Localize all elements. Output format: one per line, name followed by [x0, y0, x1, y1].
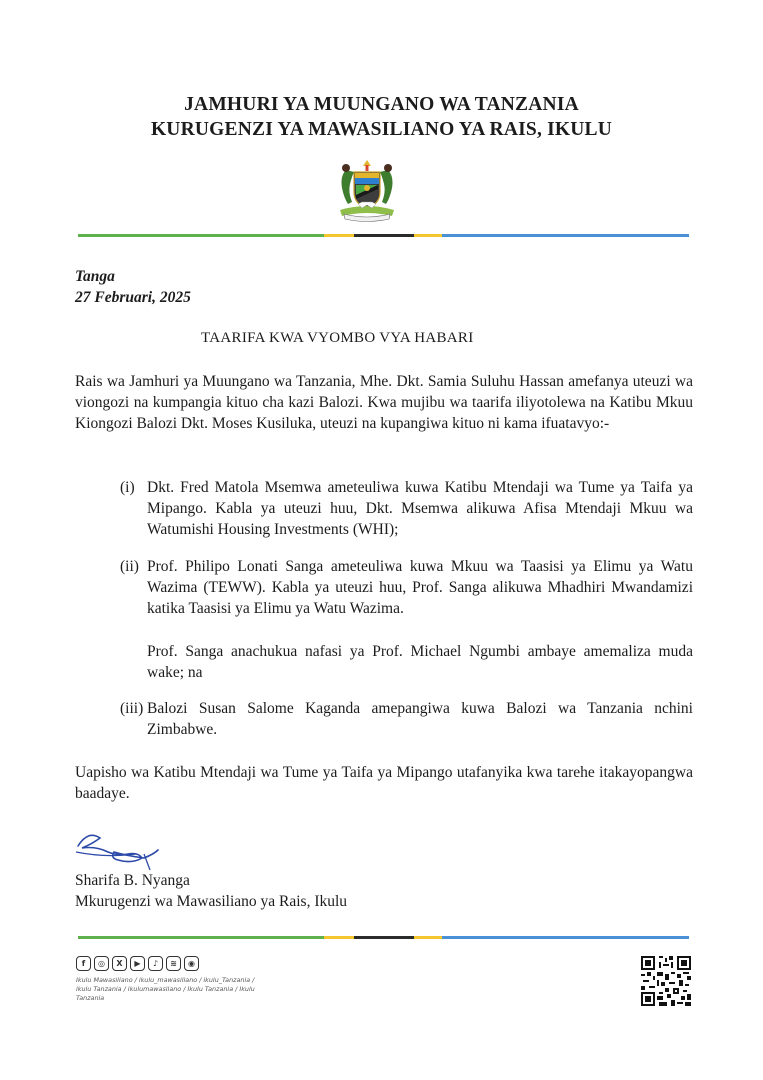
list-item-note: Prof. Sanga anachukua nafasi ya Prof. Michael Ngumbi ambaye amemaliza muda wake; na [147, 643, 693, 681]
social-media-icons [76, 956, 199, 971]
list-item-number: (iii) [120, 700, 144, 717]
place: Tanga [75, 268, 115, 285]
intro-paragraph: Rais wa Jamhuri ya Muungano wa Tanzania, Mhe. Dkt. Samia Suluhu Hassan amefanya uteuzi wa viongozi na kumpangia kituo cha kazi Balozi. Kwa mujibu wa taarifa iliyotolewa na Katibu Mkuu Kiongozi Balozi Dkt. Moses Kusiluka, uteuzi na kupangiwa kituo ni kama ifuatavyo:- [75, 373, 693, 432]
instagram-icon[interactable]: ◎ [94, 956, 109, 971]
document-title: TAARIFA KWA VYOMBO VYA HABARI [201, 330, 474, 346]
letterhead-line-1: JAMHURI YA MUUNGANO WA TANZANIA [184, 94, 579, 115]
date: 27 Februari, 2025 [75, 289, 191, 306]
tiktok-icon[interactable]: ♪ [148, 956, 163, 971]
signer-name: Sharifa B. Nyanga [75, 872, 190, 889]
list-item-text: Dkt. Fred Matola Msemwa ameteuliwa kuwa Katibu Mtendaji wa Tume ya Taifa ya Mipango. Kabla ya uteuzi huu, Dkt. Msemwa alikuwa Afisa Mtendaji Mkuu wa Watumishi Housing Investments (WHI); [147, 479, 693, 538]
signer-block [75, 870, 347, 912]
qr-code [641, 956, 691, 1006]
place-and-date [75, 266, 191, 308]
social-handles: Ikulu Mawasiliano / ikulu_mawasiliano / ikulu_Tanzania / ikulu Tanzania / ikulumawasilano / Ikulu Tanzania / Ikulu Tanzania [76, 976, 255, 1002]
handwritten-signature [72, 824, 164, 872]
list-item-number: (ii) [120, 558, 139, 575]
footer-color-rule [78, 936, 689, 939]
spotify-icon[interactable]: ≋ [166, 956, 181, 971]
list-item-text: Balozi Susan Salome Kaganda amepangiwa kuwa Balozi wa Tanzania nchini Zimbabwe. [147, 700, 693, 738]
x-icon[interactable]: X [112, 956, 127, 971]
list-item-number: (i) [120, 479, 135, 496]
coat-of-arms-icon [332, 152, 402, 224]
header-color-rule [78, 234, 689, 237]
letterhead [0, 92, 763, 142]
closing-paragraph: Uapisho wa Katibu Mtendaji wa Tume ya Taifa ya Mipango utafanyika kwa tarehe itakayopangwa baadaye. [75, 764, 693, 802]
podcast-icon[interactable]: ◉ [184, 956, 199, 971]
list-item-text: Prof. Philipo Lonati Sanga ameteuliwa kuwa Mkuu wa Taasisi ya Elimu ya Watu Wazima (TEWW). Kabla ya uteuzi huu, Prof. Sanga alikuwa Mhadhiri Mwandamizi katika Taasisi ya Elimu ya Watu Wazima. [147, 558, 693, 617]
facebook-icon[interactable]: f [76, 956, 91, 971]
signer-position: Mkurugenzi wa Mawasiliano ya Rais, Ikulu [75, 893, 348, 910]
youtube-icon[interactable]: ▶ [130, 956, 145, 971]
letterhead-line-2: KURUGENZI YA MAWASILIANO YA RAIS, IKULU [150, 119, 613, 140]
